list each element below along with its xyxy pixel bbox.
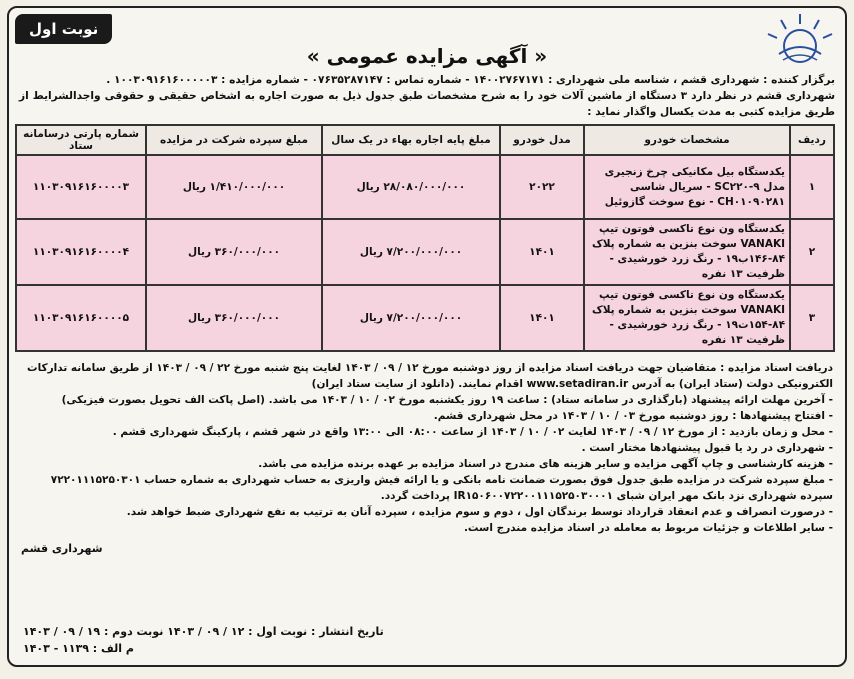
notice-page	[7, 6, 847, 667]
deposit-amount: ۱/۴۱۰/۰۰۰/۰۰۰ ریال	[146, 155, 322, 219]
publication-info	[23, 623, 384, 657]
intro-line: برگزار کننده : شهرداری قشم ، شناسه ملی شهرداری : ۱۴۰۰۲۷۶۷۱۷۱ - شماره تماس : ۰۷۶۳۵۲۸۷۱۴۷ - شماره مزایده : ۱۰۰۳۰۹۱۶۱۶۰۰۰۰۰۳ .	[106, 74, 835, 86]
col-header: مشخصات خودرو	[584, 125, 790, 155]
condition-item: - شهرداری در رد یا قبول پیشنهادها مختار است .	[581, 442, 833, 454]
row-number: ۳	[790, 285, 834, 351]
round-badge: نوبت اول	[15, 14, 112, 44]
condition-item: - مبلغ سپرده شرکت در مزایده طبق جدول فوق بصورت ضمانت نامه بانکی و یا ارائه فیش واریزی به حساب شهرداری به شماره حساب ۷۲۲۰۱۱۱۵۲۵۰۳۰۱ سپرده شهرداری نزد بانک مهر ایران شبای IR۱۵۰۶۰۰۷۲۲۰۰۱۱۱۵۲۵۰۳۰۰۰۱ پرداخت گردد.	[50, 474, 833, 502]
vehicle-model: ۲۰۲۲	[500, 155, 584, 219]
signature: شهرداری قشم	[21, 542, 103, 555]
table-header-row	[16, 125, 834, 155]
col-header: مبلغ سپرده شرکت در مزایده	[146, 125, 322, 155]
row-number: ۱	[790, 155, 834, 219]
publication-dates: تاریخ انتشار : نوبت اول : ۱۲ / ۰۹ / ۱۴۰۳ نوبت دوم : ۱۹ / ۰۹ / ۱۴۰۳	[23, 625, 384, 638]
condition-item: - آخرین مهلت ارائه پیشنهاد (بارگذاری در سامانه ستاد) : ساعت ۱۹ روز یکشنبه مورخ ۰۲ / ۱۰ / ۱۴۰۳ می باشد. (اصل پاکت الف تحویل بصورت فیزیکی)	[61, 394, 833, 406]
condition-item: - محل و زمان بازدید : از مورخ ۱۲ / ۰۹ / ۱۴۰۳ لغایت ۰۲ / ۱۰ / ۱۴۰۳ از ساعت ۰۸:۰۰ الی ۱۳:۰۰ واقع در شهر قشم ، پارکینگ شهرداری قشم .	[112, 426, 833, 438]
base-price: ۲۸/۰۸۰/۰۰۰/۰۰۰ ریال	[322, 155, 500, 219]
municipality-logo-icon	[759, 10, 841, 68]
base-price: ۷/۲۰۰/۰۰۰/۰۰۰ ریال	[322, 219, 500, 285]
vehicles-table	[15, 124, 835, 352]
condition-item: - سایر اطلاعات و جزئیات مربوط به معامله در اسناد مزایده مندرج است.	[463, 522, 833, 534]
publication-ref: م الف : ۱۱۳۹ - ۱۴۰۳	[23, 642, 134, 655]
condition-item: دریافت اسناد مزایده : متقاضیان جهت دریافت اسناد مزایده از روز دوشنبه مورخ ۱۲ / ۰۹ / ۱۴۰۳ لغایت پنج شنبه مورخ ۲۲ / ۰۹ / ۱۴۰۳ از طریق سامانه تدارکات الکترونیکی دولت (ستاد ایران) به آدرس www.setadiran.ir اقدام نمایند. (دانلود از سایت ستاد ایران)	[27, 362, 833, 390]
condition-item: - هزینه کارشناسی و چاپ آگهی مزایده و سایر هزینه های مندرج در اسناد مزایده بر عهده برنده مزایده می باشد.	[258, 458, 833, 470]
deposit-amount: ۳۶۰/۰۰۰/۰۰۰ ریال	[146, 219, 322, 285]
col-header: ردیف	[790, 125, 834, 155]
vehicle-spec: یکدستگاه بیل مکانیکی چرخ زنجیری مدل SC۲۲۰-۹ - سریال شاسی CH۰۱۰۹۰۲۸۱ - نوع سوخت گازوئیل	[584, 155, 790, 219]
intro-line: شهرداری قشم در نظر دارد ۳ دستگاه از ماشین آلات خود را به شرح مشخصات طبق جدول ذیل به صورت اجاره به اشخاص حقیقی و حقوقی واجدالشرایط از طریق مزایده کتبی به مدت یکسال واگذار نماید :	[19, 90, 835, 118]
party-number: ۱۱۰۳۰۹۱۶۱۶۰۰۰۰۴	[16, 219, 146, 285]
conditions-list	[9, 352, 845, 536]
condition-item: - درصورت انصراف و عدم انعقاد قرارداد توسط برندگان اول ، دوم و سوم مزایده ، سپرده آنان به ترتیب به نفع شهرداری ضبط خواهد شد.	[126, 506, 833, 518]
row-number: ۲	[790, 219, 834, 285]
table-row	[16, 155, 834, 219]
vehicle-spec: یکدستگاه ون نوع تاکسی فوتون تیپ VANAKI سوخت بنزین به شماره پلاک ۸۴-۱۵۴ت۱۹ - رنگ زرد خورشیدی - ظرفیت ۱۳ نفره	[584, 285, 790, 351]
party-number: ۱۱۰۳۰۹۱۶۱۶۰۰۰۰۳	[16, 155, 146, 219]
vehicle-spec: یکدستگاه ون نوع تاکسی فوتون تیپ VANAKI سوخت بنزین به شماره پلاک ۸۴-۱۴۶ب۱۹ - رنگ زرد خورشیدی - ظرفیت ۱۳ نفره	[584, 219, 790, 285]
intro-text	[9, 68, 845, 120]
table-row	[16, 285, 834, 351]
base-price: ۷/۲۰۰/۰۰۰/۰۰۰ ریال	[322, 285, 500, 351]
party-number: ۱۱۰۳۰۹۱۶۱۶۰۰۰۰۵	[16, 285, 146, 351]
col-header: شماره پارتی درسامانه ستاد	[16, 125, 146, 155]
vehicle-model: ۱۴۰۱	[500, 285, 584, 351]
col-header: مبلغ پایه اجاره بهاء در یک سال	[322, 125, 500, 155]
deposit-amount: ۳۶۰/۰۰۰/۰۰۰ ریال	[146, 285, 322, 351]
col-header: مدل خودرو	[500, 125, 584, 155]
vehicle-model: ۱۴۰۱	[500, 219, 584, 285]
table-row	[16, 219, 834, 285]
notice-title: « آگهی مزایده عمومی »	[306, 44, 548, 68]
condition-item: - افتتاح پیشنهادها : روز دوشنبه مورخ ۰۳ / ۱۰ / ۱۴۰۳ در محل شهرداری قشم.	[433, 410, 833, 422]
